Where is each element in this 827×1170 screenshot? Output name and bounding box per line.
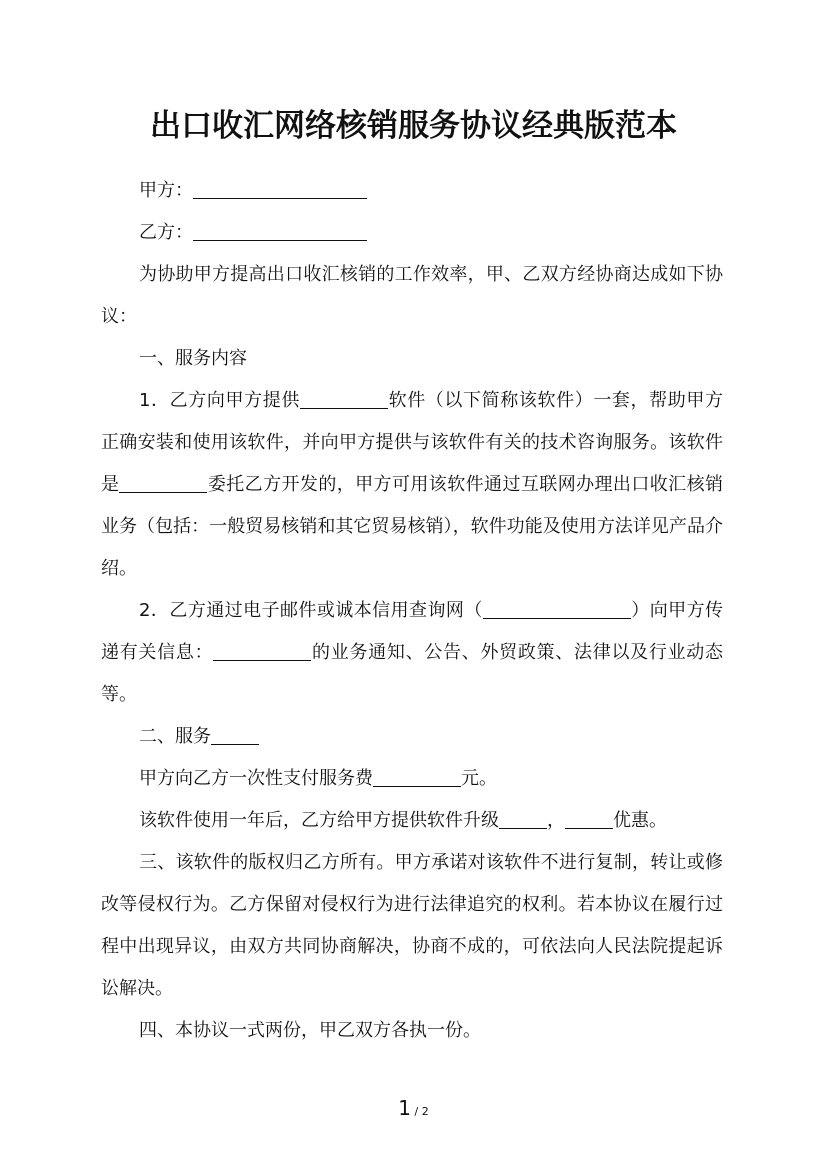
item-1-text-b: 软件（以下简称该软件）一套，帮助甲方正确安装和使用该软件，并向甲方提供与该软件有关的技术咨询服务。该软件是 bbox=[101, 390, 723, 495]
commissioner-blank[interactable] bbox=[119, 472, 207, 493]
intro-paragraph: 为协助甲方提高出口收汇核销的工作效率，甲、乙双方经协商达成如下协议： bbox=[101, 264, 723, 327]
upgrade-blank-2[interactable] bbox=[565, 808, 613, 829]
fee-text: 甲方向乙方一次性支付服务费 bbox=[139, 768, 373, 789]
page-current: 1 bbox=[398, 1096, 412, 1120]
page-number bbox=[0, 1094, 827, 1126]
document-title: 出口收汇网络核销服务协议经典版范本 bbox=[150, 108, 677, 144]
website-blank[interactable] bbox=[483, 598, 631, 619]
upgrade-text-b: 优惠。 bbox=[613, 810, 667, 831]
upgrade-text-a: 该软件使用一年后，乙方给甲方提供软件升级 bbox=[139, 810, 499, 831]
party-b-blank[interactable] bbox=[193, 220, 367, 241]
fee-paragraph bbox=[101, 758, 723, 800]
section-1-heading: 一、服务内容 bbox=[139, 348, 247, 369]
fee-amount-blank[interactable] bbox=[373, 766, 461, 787]
item-2-text-c: 的业务通知、公告、外贸政策、法律以及行业动态等。 bbox=[101, 642, 724, 705]
upgrade-blank-1[interactable] bbox=[499, 808, 547, 829]
party-b-label: 乙方： bbox=[139, 222, 193, 243]
section-2-blank[interactable] bbox=[211, 724, 259, 745]
item-1-paragraph bbox=[101, 380, 723, 590]
section-4-paragraph: 四、本协议一式两份，甲乙双方各执一份。 bbox=[139, 1020, 481, 1041]
upgrade-separator: ， bbox=[547, 810, 565, 831]
upgrade-paragraph bbox=[101, 800, 723, 842]
software-name-blank[interactable] bbox=[300, 388, 388, 409]
item-2-paragraph bbox=[101, 590, 723, 716]
section-3-paragraph: 三、该软件的版权归乙方所有。甲方承诺对该软件不进行复制，转让或修改等侵权行为。乙方保留对侵权行为进行法律追究的权利。若本协议在履行过程中出现异议，由双方共同协商解决，协商不成的，可依法向人民法院提起诉讼解决。 bbox=[101, 852, 723, 999]
page-total: / 2 bbox=[411, 1105, 429, 1118]
item-1-text-c: 委托乙方开发的，甲方可用该软件通过互联网办理出口收汇核销业务（包括：一般贸易核销和其它贸易核销），软件功能及使用方法详见产品介绍。 bbox=[101, 474, 724, 579]
info-source-blank[interactable] bbox=[213, 640, 311, 661]
item-2-text-b: ）向甲方传递有关信息： bbox=[101, 600, 724, 663]
section-2-label: 二、服务 bbox=[139, 726, 211, 747]
party-a-line bbox=[101, 170, 723, 212]
item-2-text-a: 2．乙方通过电子邮件或诚本信用查询网（ bbox=[139, 600, 483, 621]
fee-unit: 元。 bbox=[461, 768, 497, 789]
party-a-blank[interactable] bbox=[193, 178, 367, 199]
party-a-label: 甲方： bbox=[139, 180, 193, 201]
document-body bbox=[101, 170, 723, 1052]
item-1-text-a: 1．乙方向甲方提供 bbox=[139, 390, 300, 411]
party-b-line bbox=[101, 212, 723, 254]
section-2-heading bbox=[101, 716, 723, 758]
